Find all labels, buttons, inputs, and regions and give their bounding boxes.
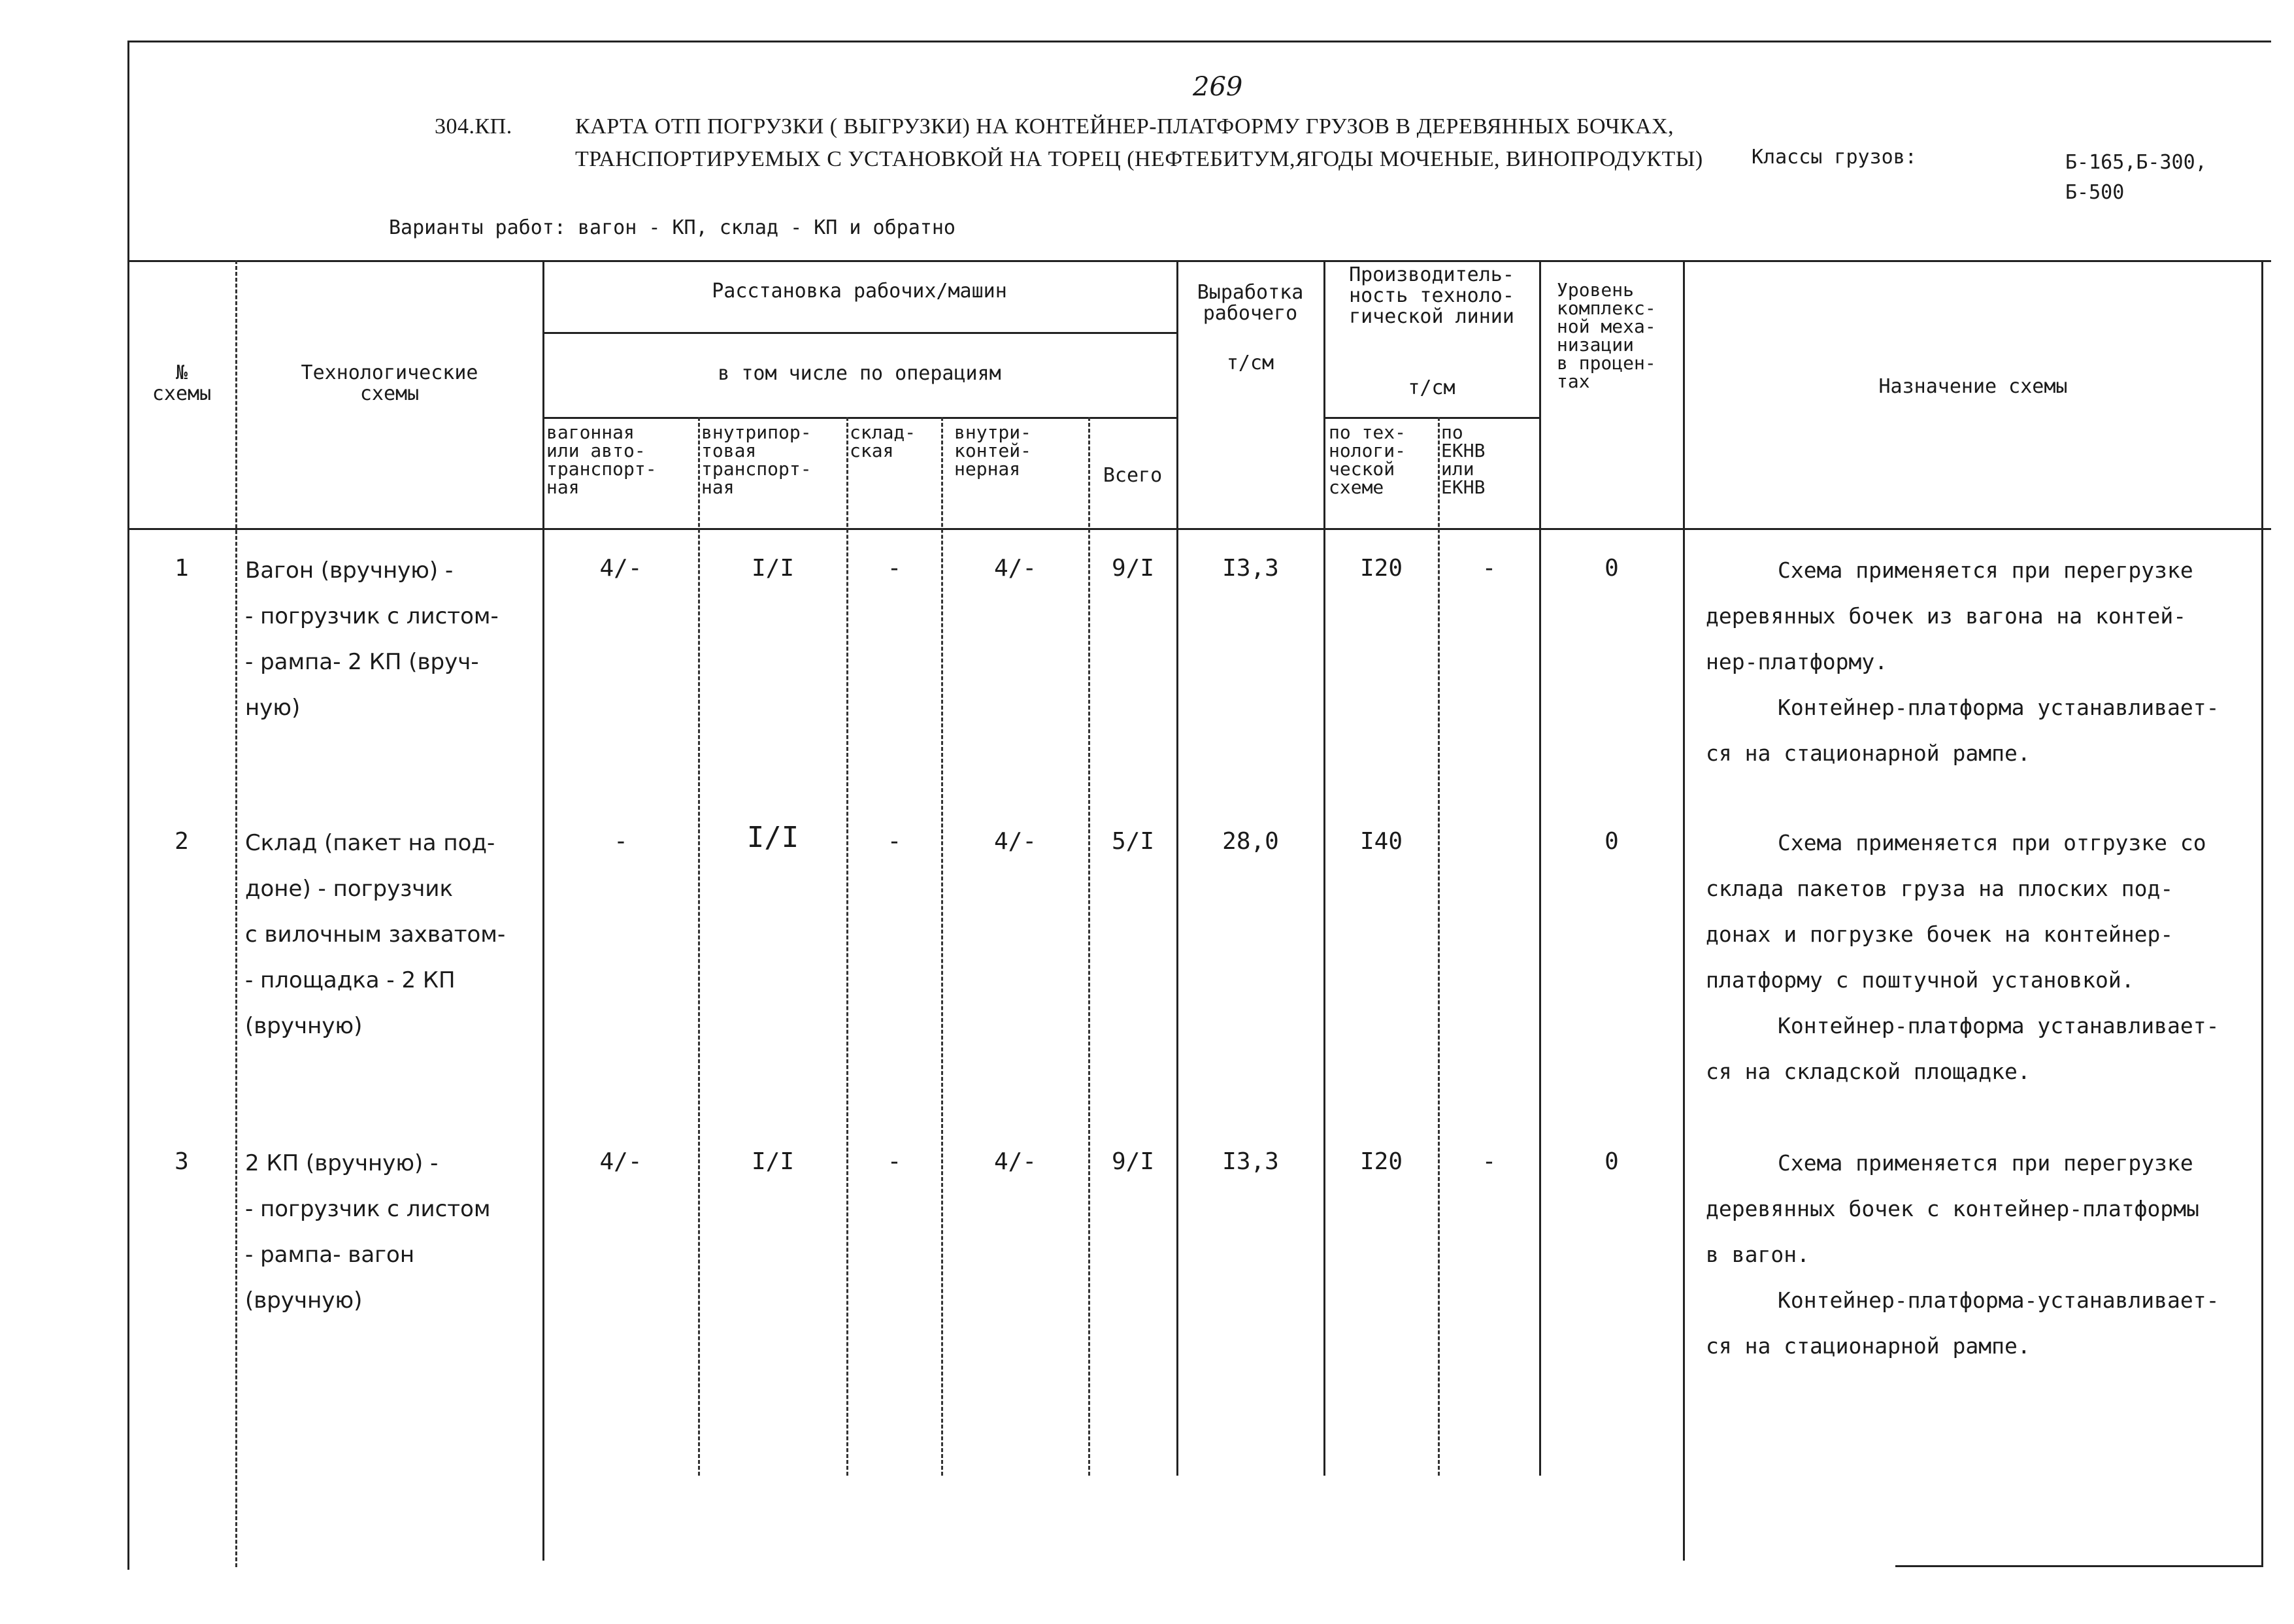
row-1-mech: 0 [1604,555,1619,582]
row-1-prod-tech: I20 [1359,555,1403,582]
col-divider-2 [542,260,544,1561]
header-prod-unit: т/см [1408,376,1455,399]
row-3-wagon: 4/- [599,1148,642,1175]
header-op-intra: внутрипор- товая транспорт- ная [701,422,812,498]
row-2-output: 28,0 [1222,828,1279,855]
header-total: Всего [1103,464,1163,487]
row-2-wagon: - [614,828,628,855]
prod-sub-line [1323,417,1539,419]
row-2-num: 2 [175,828,189,855]
header-op-wagon: вагонная или авто- транспорт- ная [546,422,657,498]
header-prod: Производитель- ность техноло- гической линии [1349,263,1514,328]
header-num: № схемы [152,361,212,405]
row-1-wagon: 4/- [599,555,642,582]
row-3-output: I3,3 [1222,1148,1279,1175]
row-3-num: 3 [175,1148,189,1175]
header-output-unit: т/см [1226,352,1274,374]
cargo-classes-line-1: Б-165,Б-300, [2065,151,2207,174]
row-3-mech: 0 [1604,1148,1619,1175]
row-1-tech: Вагон (вручную) - - погрузчик с листом- - рампа- 2 КП (вруч- ную) [245,557,499,721]
header-ops: в том числе по операциям [718,362,1001,385]
row-2-prod-tech: I40 [1359,828,1403,855]
col-divider-10 [1539,260,1541,1476]
row-1-intra: I/I [751,555,795,582]
header-prod-tech: по тех- нологи- ческой схеме [1329,422,1406,498]
row-1-cont: 4/- [993,555,1037,582]
row-3-total: 9/I [1111,1148,1155,1175]
row-1-store: - [887,555,902,582]
row-3-intra: I/I [751,1148,795,1175]
card-title-line-1: КАРТА ОТП ПОГРУЗКИ ( ВЫГРУЗКИ) НА КОНТЕЙНЕР-ПЛАТФОРМУ ГРУЗОВ В ДЕРЕВЯННЫХ БОЧКАХ, [575,114,1674,139]
cargo-classes-label: Классы грузов: [1752,146,1917,169]
cargo-classes-line-2: Б-500 [2065,181,2125,204]
frame-right-line [2261,260,2263,1567]
card-code: 304.КП. [435,114,512,139]
header-mech: Уровень комплекс- ной меха- низации в процен- тах [1557,279,1656,392]
work-variants: Варианты работ: вагон - КП, склад - КП и обратно [389,216,956,239]
header-prod-eknv: по ЕКНВ или ЕКНВ [1441,422,1486,498]
row-2-intra: I/I [746,821,799,854]
row-3-prod-tech: I20 [1359,1148,1403,1175]
card-title-line-2: ТРАНСПОРТИРУЕМЫХ С УСТАНОВКОЙ НА ТОРЕЦ (НЕФТЕБИТУМ,ЯГОДЫ МОЧЕНЫЕ, ВИНОПРОДУКТЫ) [575,147,1703,171]
row-1-num: 1 [175,555,189,582]
row-1-purpose: Схема применяется при перегрузке деревянных бочек из вагона на контей- нер-платформу. Контейнер-платформа устанавливает- ся на стационарной рампе. [1706,557,2219,766]
row-2-store: - [887,828,902,855]
col-divider-1 [235,260,237,1567]
row-2-mech: 0 [1604,828,1619,855]
row-2-total: 5/I [1111,828,1155,855]
header-bottom-line [127,528,2271,530]
header-purpose: Назначение схемы [1878,375,2068,398]
frame-left-line [127,41,129,1570]
row-3-prod-eknv: - [1482,1148,1497,1175]
page-number: 269 [1193,72,1243,102]
header-tech: Технологические схемы [301,361,478,405]
col-divider-11 [1683,260,1685,1561]
row-1-output: I3,3 [1222,555,1279,582]
row-1-total: 9/I [1111,555,1155,582]
row-3-store: - [887,1148,902,1175]
row-2-purpose: Схема применяется при отгрузке со склада пакетов груза на плоских под- донах и погрузке бочек на контейнер- платформу с поштучной установкой. Контейнер-платформа устанавливает- ся на складской площадке. [1706,830,2219,1084]
col-divider-7 [1176,260,1178,1476]
header-placement: Расстановка рабочих/машин [712,280,1007,303]
header-output: Выработка рабочего [1197,281,1304,325]
header-op-store: склад- ская [850,422,916,461]
row-3-purpose: Схема применяется при перегрузке деревянных бочек с контейнер-платформы в вагон. Контейнер-платформа-устанавливает- ся на стационарной рампе. [1706,1150,2219,1359]
row-3-cont: 4/- [993,1148,1037,1175]
ops-line [542,332,1176,334]
row-1-prod-eknv: - [1482,555,1497,582]
table-top-line [127,260,2271,262]
col-divider-8 [1323,260,1325,1476]
row-2-tech: Склад (пакет на под- доне) - погрузчик с вилочным захватом- - площадка - 2 КП (вручную) [245,830,506,1039]
bottom-line [1895,1565,2261,1567]
row-3-tech: 2 КП (вручную) - - погрузчик с листом - рампа- вагон (вручную) [245,1150,491,1314]
row-2-cont: 4/- [993,828,1037,855]
sub-header-line [542,417,1176,419]
header-op-cont: внутри- контей- нерная [954,422,1032,480]
frame-top-line [127,41,2271,42]
